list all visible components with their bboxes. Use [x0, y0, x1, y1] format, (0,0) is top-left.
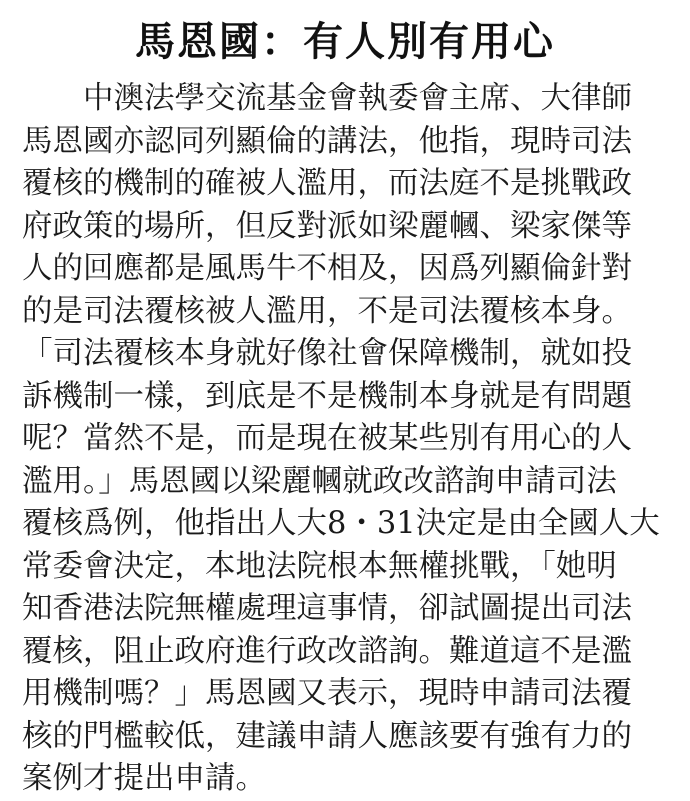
body-line-4: 府政策的場所，但反對派如梁麗幗、梁家傑等 — [22, 208, 632, 244]
body-line-9: 呢？當然不是，而是現在被某些別有用心的人 — [22, 421, 632, 456]
body-line-11: 覆核爲例，他指出人大8・31決定是由全國人大 — [22, 506, 660, 541]
body-line-14: 覆核，阻止政府進行政改諮詢。難道這不是濫 — [22, 633, 632, 669]
article-body — [22, 78, 668, 801]
body-line-13: 知香港法院無權處理這事情，卻試圖提出司法 — [22, 591, 632, 626]
body-line-5: 人的回應都是風馬牛不相及，因爲列顯倫針對 — [22, 251, 632, 286]
article-headline: 馬恩國：有人別有用心 — [135, 19, 555, 65]
body-line-3: 覆核的機制的確被人濫用，而法庭不是挑戰政 — [22, 166, 632, 201]
body-line-1: 中澳法學交流基金會執委會主席、大律師 — [83, 81, 632, 116]
body-line-17: 案例才提出申請。 — [22, 761, 266, 796]
body-line-6: 的是司法覆核被人濫用，不是司法覆核本身。 — [22, 293, 632, 329]
body-line-8: 訴機制一樣，到底是不是機制本身就是有問題 — [22, 378, 632, 414]
body-line-10: 濫用。」馬恩國以梁麗幗就政改諮詢申請司法 — [22, 463, 617, 499]
body-line-16: 核的門檻較低，建議申請人應該要有強有力的 — [22, 718, 632, 754]
body-line-2: 馬恩國亦認同列顯倫的講法，他指，現時司法 — [22, 123, 632, 159]
body-line-15: 用機制嗎？」馬恩國又表示，現時申請司法覆 — [22, 676, 632, 711]
body-line-12: 常委會決定，本地法院根本無權挑戰，「她明 — [22, 548, 617, 584]
body-line-7: 「司法覆核本身就好像社會保障機制，就如投 — [22, 336, 632, 371]
